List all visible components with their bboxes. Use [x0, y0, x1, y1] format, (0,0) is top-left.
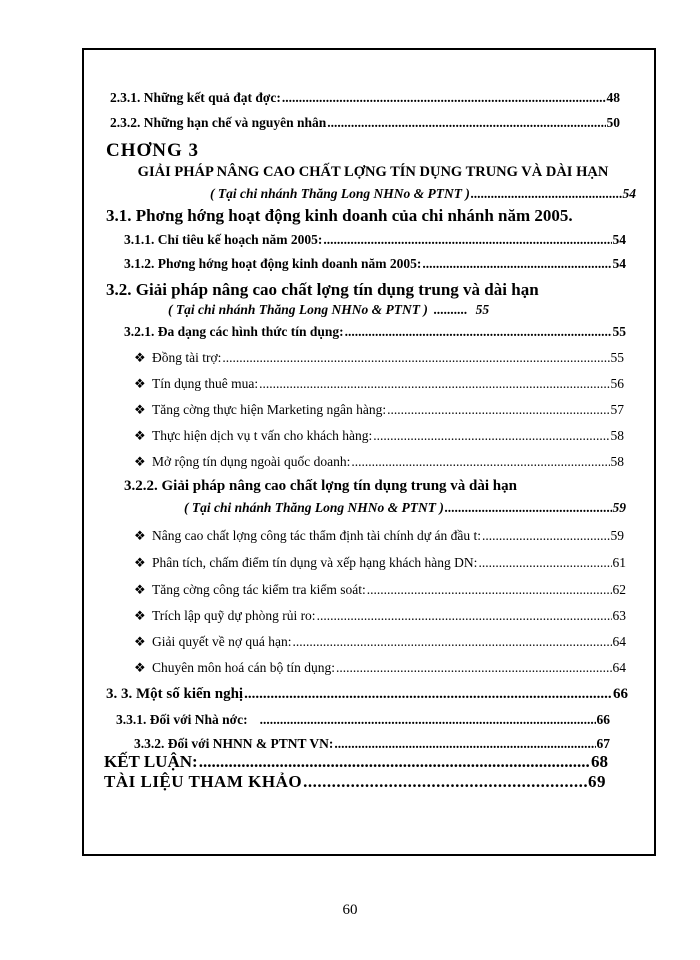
toc-leader: [478, 555, 611, 571]
toc-page: 58: [610, 454, 624, 469]
toc-bullet-item: [134, 608, 626, 624]
toc-references: [104, 772, 606, 792]
toc-page: 63: [612, 608, 626, 623]
toc-entry-3-2-2-subtitle: [184, 500, 626, 516]
toc-entry-label: 3.1.2. Phơng hớng hoạt động kinh doanh năm 2005:: [124, 256, 422, 271]
toc-leader: [327, 115, 605, 131]
toc-entry-3-1-1: [124, 232, 626, 248]
toc-leader: [199, 753, 590, 771]
toc-page: 54: [612, 232, 626, 247]
toc-entry-3-2-1: [124, 324, 626, 340]
toc-leader: [445, 500, 612, 516]
diamond-bullet-icon: ❖: [134, 660, 146, 675]
toc-bullet-item: [134, 528, 624, 544]
toc-entry-2-3-2: [110, 115, 620, 131]
chapter-subtitle: [210, 186, 636, 202]
toc-entry-label: Đồng tài trợ:: [152, 350, 222, 365]
toc-entry-label: 3.3.1. Đối với Nhà nớc:: [116, 712, 248, 727]
toc-page: 66: [613, 686, 628, 702]
chapter-heading: CHƠNG 3: [106, 140, 200, 161]
page-number: 60: [342, 902, 358, 918]
toc-section-3-2: 3.2. Giải pháp nâng cao chất lợng tín dụng trung và dài hạn: [106, 280, 539, 299]
toc-page: 69: [588, 772, 606, 791]
diamond-bullet-icon: ❖: [134, 350, 146, 365]
diamond-bullet-icon: ❖: [134, 428, 146, 443]
toc-leader: [387, 402, 609, 418]
diamond-bullet-icon: ❖: [134, 634, 146, 649]
toc-entry-3-2-2: 3.2.2. Giải pháp nâng cao chất lợng tín dụng trung và dài hạn: [124, 478, 517, 494]
toc-page: 59: [610, 528, 624, 543]
toc-entry-label: Giải quyết về nợ quá hạn:: [152, 634, 292, 649]
toc-leader: [317, 608, 612, 624]
toc-bullet-item: [134, 660, 626, 676]
diamond-bullet-icon: ❖: [134, 582, 146, 597]
chapter-title: GIẢI PHÁP NÂNG CAO CHẤT LỢNG TÍN DỤNG TRUNG VÀ DÀI HẠN: [137, 164, 609, 180]
toc-entry-label: Trích lập quỹ dự phòng rủi ro:: [152, 608, 316, 623]
toc-leader-short: ..........: [433, 302, 468, 317]
toc-page: 56: [610, 376, 624, 391]
toc-section-3-1: 3.1. Phơng hớng hoạt động kinh doanh của chi nhánh năm 2005.: [106, 206, 573, 225]
toc-entry-label: Thực hiện dịch vụ t vấn cho khách hàng:: [152, 428, 373, 443]
toc-page: 54: [612, 256, 626, 271]
toc-entry-label: TÀI LIỆU THAM KHẢO: [104, 772, 303, 791]
diamond-bullet-icon: ❖: [134, 608, 146, 623]
toc-entry-label: Tăng cờng thực hiện Marketing ngân hàng:: [152, 402, 387, 417]
toc-leader: [303, 772, 587, 792]
toc-entry-label: 2.3.2. Những hạn chế và nguyên nhân: [110, 115, 327, 130]
toc-leader: [259, 376, 609, 392]
diamond-bullet-icon: ❖: [134, 376, 146, 391]
diamond-bullet-icon: ❖: [134, 402, 146, 417]
toc-page: 59: [612, 500, 626, 515]
diamond-bullet-icon: ❖: [134, 454, 146, 469]
toc-entry-label: ( Tại chi nhánh Thăng Long NHNo & PTNT ): [168, 302, 428, 317]
toc-entry-label: Mở rộng tín dụng ngoài quốc doanh:: [152, 454, 351, 469]
toc-leader: [373, 428, 609, 444]
toc-entry-label: 3. 3. Một số kiến nghị: [106, 686, 244, 702]
toc-page: 54: [622, 186, 636, 201]
toc-page: 55: [475, 302, 490, 317]
toc-page: 61: [612, 555, 626, 570]
diamond-bullet-icon: ❖: [134, 555, 146, 570]
toc-section-3-3: [106, 686, 628, 703]
toc-entry-3-1-2: [124, 256, 626, 272]
toc-page: 62: [612, 582, 626, 597]
toc-page: 48: [606, 90, 620, 105]
toc-entry-label: 3.1.1. Chỉ tiêu kế hoạch năm 2005:: [124, 232, 323, 247]
toc-entry-label: KẾT LUẬN:: [104, 752, 198, 771]
toc-leader: [422, 256, 611, 272]
toc-conclusion: [104, 753, 608, 771]
toc-entry-label: Phân tích, chấm điểm tín dụng và xếp hạng khách hàng DN:: [152, 555, 478, 570]
toc-leader: [282, 90, 606, 106]
toc-page: 67: [596, 736, 610, 751]
toc-page: 57: [610, 402, 624, 417]
toc-bullet-item: [134, 350, 624, 366]
toc-entry-3-3-1: [116, 712, 610, 728]
toc-page: 50: [606, 115, 620, 130]
toc-bullet-item: [134, 634, 626, 650]
toc-bullet-item: [134, 376, 624, 392]
toc-section-3-2-subtitle: [168, 302, 628, 318]
toc-leader: [292, 634, 611, 650]
toc-entry-label: 3.3.2. Đối với NHNN & PTNT VN:: [134, 736, 334, 751]
toc-leader: [260, 712, 596, 728]
toc-page: 58: [610, 428, 624, 443]
toc-entry-3-3-2: [134, 736, 610, 752]
toc-leader: [334, 736, 595, 752]
toc-bullet-item: [134, 555, 626, 571]
toc-leader: [323, 232, 611, 248]
toc-leader: [482, 528, 610, 544]
toc-page: 55: [612, 324, 626, 339]
toc-page: 68: [591, 752, 608, 771]
toc-leader: [367, 582, 612, 598]
toc-bullet-item: [134, 402, 624, 418]
toc-bullet-item: [134, 428, 624, 444]
toc-entry-label: 2.3.1. Những kết quả đạt đợc:: [110, 90, 281, 105]
toc-leader: [222, 350, 609, 366]
toc-page: 55: [610, 350, 624, 365]
toc-leader: [471, 186, 622, 202]
diamond-bullet-icon: ❖: [134, 528, 146, 543]
toc-entry-label: Tăng cờng công tác kiểm tra kiểm soát:: [152, 582, 366, 597]
toc-entry-label: ( Tại chi nhánh Thăng Long NHNo & PTNT ): [210, 186, 470, 201]
toc-page: 64: [612, 660, 626, 675]
toc-entry-label: 3.2.1. Đa dạng các hình thức tín dụng:: [124, 324, 344, 339]
toc-leader: [336, 660, 612, 676]
toc-leader: [244, 686, 612, 703]
toc-page: 64: [612, 634, 626, 649]
toc-entry-2-3-1: [110, 90, 620, 106]
toc-entry-label: Chuyên môn hoá cán bộ tín dụng:: [152, 660, 335, 675]
toc-entry-label: Nâng cao chất lợng công tác thẩm định tài chính dự án đầu t:: [152, 528, 481, 543]
toc-bullet-item: [134, 454, 624, 470]
toc-entry-label: ( Tại chi nhánh Thăng Long NHNo & PTNT ): [184, 500, 444, 515]
toc-bullet-item: [134, 582, 626, 598]
toc-page: 66: [596, 712, 610, 727]
toc-leader: [345, 324, 612, 340]
toc-leader: [351, 454, 609, 470]
toc-entry-label: Tín dụng thuê mua:: [152, 376, 259, 391]
